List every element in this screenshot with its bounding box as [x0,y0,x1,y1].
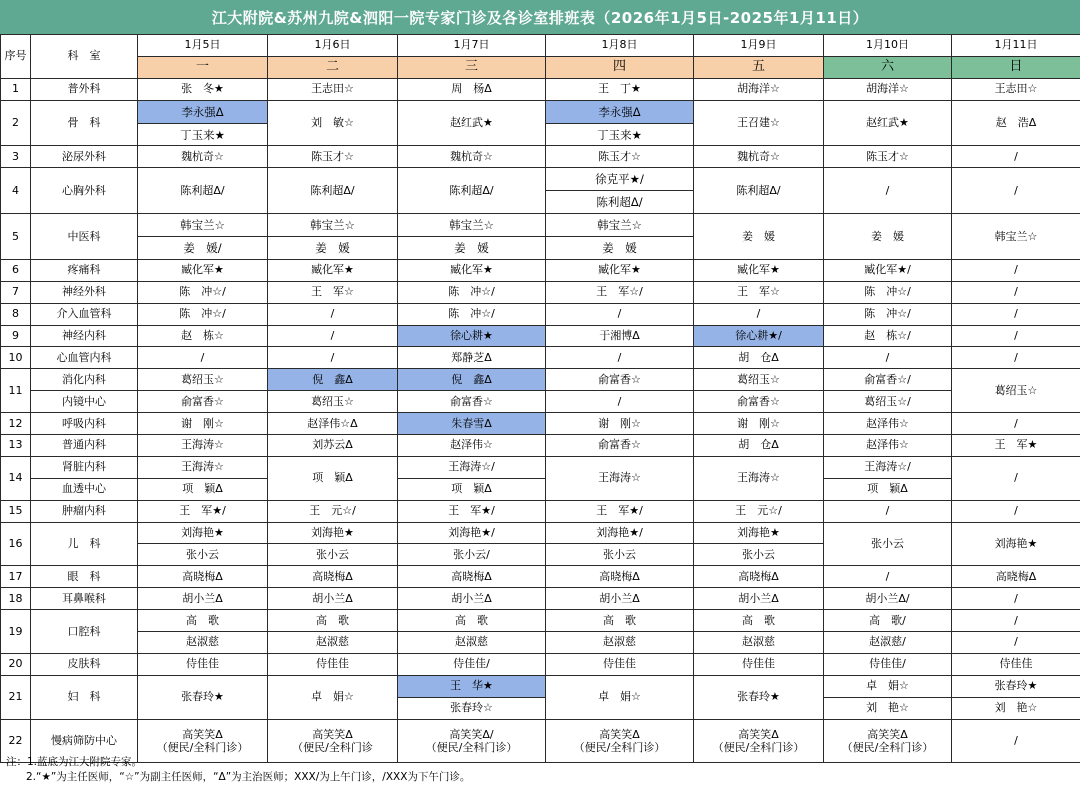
dept-name: 神经内科 [31,325,138,347]
schedule-cell: 高晓梅Δ [546,566,694,588]
schedule-cell: 张春玲★ [138,675,268,719]
schedule-cell: / [952,610,1080,632]
schedule-cell: 臧化军★ [398,259,546,281]
schedule-cell: 赵淑慈 [694,632,824,654]
dept-name: 呼吸内科 [31,413,138,435]
schedule-cell: 高笑笑Δ （便民/全科门诊 [268,719,398,762]
schedule-cell: 倪 鑫Δ [268,369,398,391]
schedule-cell: 臧化军★/ [824,259,952,281]
schedule-cell: 赵淑慈 [398,632,546,654]
schedule-cell: 赵泽伟☆ [398,435,546,457]
schedule-cell: / [952,146,1080,168]
schedule-cell: 刘海艳★ [694,522,824,544]
schedule-cell: 姜 媛 [694,214,824,260]
schedule-cell: 姜 媛 [268,237,398,260]
schedule-cell: 郑静芝Δ [398,347,546,369]
dept-name: 慢病筛防中心 [31,719,138,762]
schedule-cell: 于湘博Δ [546,325,694,347]
schedule-cell: 陈 冲☆/ [398,281,546,303]
schedule-cell: 姜 媛 [398,237,546,260]
row-number: 17 [1,566,31,588]
schedule-cell: 赵泽伟☆ [824,435,952,457]
schedule-cell: 王志田☆ [268,78,398,100]
dept-name: 疼痛科 [31,259,138,281]
schedule-cell: 陈 冲☆/ [138,303,268,325]
schedule-cell: 葛绍玉☆ [694,369,824,391]
schedule-cell: / [952,413,1080,435]
schedule-cell: 王 丁★ [546,78,694,100]
schedule-cell: 高晓梅Δ [268,566,398,588]
row-number: 3 [1,146,31,168]
schedule-cell: / [952,588,1080,610]
dept-name: 泌尿外科 [31,146,138,168]
weekday-header: 五 [694,56,824,78]
schedule-cell: 韩宝兰☆ [546,214,694,237]
dept-name: 内镜中心 [31,391,138,413]
weekday-header: 日 [952,56,1080,78]
dept-name: 皮肤科 [31,653,138,675]
schedule-cell: 高 歌/ [824,610,952,632]
schedule-cell: 张小云 [694,544,824,566]
schedule-cell: 丁玉来★ [546,123,694,146]
schedule-cell: 臧化军★ [694,259,824,281]
schedule-cell: 侍佳佳/ [824,653,952,675]
date-header: 1月11日 [952,35,1080,57]
row-number: 16 [1,522,31,566]
row-number: 12 [1,413,31,435]
row-number: 11 [1,369,31,413]
schedule-cell: 王 华★ [398,675,546,697]
schedule-cell: 俞富香☆/ [824,369,952,391]
schedule-cell: 俞富香☆ [398,391,546,413]
schedule-cell: / [952,281,1080,303]
schedule-cell: 高 歌 [398,610,546,632]
dept-name: 儿 科 [31,522,138,566]
row-number: 1 [1,78,31,100]
date-header: 1月8日 [546,35,694,57]
weekday-header: 四 [546,56,694,78]
dept-name: 消化内科 [31,369,138,391]
date-header: 1月6日 [268,35,398,57]
date-header: 1月10日 [824,35,952,57]
schedule-cell: 刘 艳☆ [824,697,952,719]
schedule-cell: 刘苏云Δ [268,435,398,457]
schedule-cell: 高晓梅Δ [138,566,268,588]
dept-name: 神经外科 [31,281,138,303]
schedule-cell: 胡海洋☆ [824,78,952,100]
date-header: 1月9日 [694,35,824,57]
row-number: 18 [1,588,31,610]
dept-name: 耳鼻喉科 [31,588,138,610]
schedule-cell: 王海涛☆ [138,435,268,457]
schedule-cell: 姜 媛 [546,237,694,260]
schedule-cell: 刘海艳★ [138,522,268,544]
schedule-cell: 卓 娟☆ [546,675,694,719]
schedule-cell: 徐克平★/ [546,168,694,191]
schedule-cell: 王 军☆ [694,281,824,303]
schedule-cell: 俞富香☆ [694,391,824,413]
schedule-cell: 俞富香☆ [546,435,694,457]
schedule-cell: 项 颖Δ [398,478,546,500]
schedule-cell: 谢 刚☆ [694,413,824,435]
dept-name: 心血管内科 [31,347,138,369]
schedule-cell: / [824,347,952,369]
schedule-cell: 韩宝兰☆ [138,214,268,237]
schedule-cell: 赵泽伟☆Δ [268,413,398,435]
schedule-cell: 刘海艳★/ [546,522,694,544]
dept-name: 肾脏内科 [31,456,138,478]
row-number: 2 [1,100,31,146]
schedule-cell: 张小云 [546,544,694,566]
schedule-cell: 张春玲★ [694,675,824,719]
schedule-cell: 刘 艳☆ [952,697,1080,719]
row-number: 13 [1,435,31,457]
schedule-cell: 王海涛☆ [694,456,824,500]
schedule-cell: / [952,168,1080,214]
schedule-cell: 胡小兰Δ [694,588,824,610]
schedule-cell: 王海涛☆/ [824,456,952,478]
schedule-cell: 韩宝兰☆ [398,214,546,237]
schedule-cell: 张春玲☆ [398,697,546,719]
row-number: 10 [1,347,31,369]
row-number: 20 [1,653,31,675]
schedule-cell: / [824,566,952,588]
schedule-cell: / [952,347,1080,369]
schedule-cell: 王海涛☆/ [398,456,546,478]
weekday-header: 三 [398,56,546,78]
schedule-cell: 侍佳佳 [546,653,694,675]
schedule-cell: / [138,347,268,369]
schedule-cell: 姜 媛/ [138,237,268,260]
schedule-cell: 王海涛☆ [546,456,694,500]
schedule-cell: 高 歌 [546,610,694,632]
schedule-cell: 周 杨Δ [398,78,546,100]
schedule-cell: 王 军★/ [138,500,268,522]
schedule-cell: 王 军☆/ [546,281,694,303]
schedule-cell: 胡小兰Δ [546,588,694,610]
schedule-cell: 丁玉来★ [138,123,268,146]
schedule-cell: 胡海洋☆ [694,78,824,100]
schedule-cell: 高笑笑Δ （便民/全科门诊） [546,719,694,762]
schedule-cell: 高笑笑Δ/ （便民/全科门诊） [398,719,546,762]
schedule-cell: / [824,500,952,522]
schedule-cell: 王海涛☆ [138,456,268,478]
schedule-cell: 张小云 [268,544,398,566]
schedule-cell: 刘海艳★/ [398,522,546,544]
row-number: 7 [1,281,31,303]
schedule-cell: 魏杭奇☆ [138,146,268,168]
schedule-cell: 李永强Δ [546,100,694,123]
row-number: 21 [1,675,31,719]
header-dept: 科 室 [31,35,138,79]
schedule-cell: 高晓梅Δ [952,566,1080,588]
note-line: 2.“★”为主任医师，“☆”为副主任医师，“Δ”为主治医师；XXX/为上午门诊，/XXX为下午门诊。 [26,771,471,783]
schedule-cell: 卓 娟☆ [824,675,952,697]
schedule-cell: / [952,500,1080,522]
schedule-cell: 陈 冲☆/ [824,303,952,325]
schedule-cell: 高笑笑Δ （便民/全科门诊） [138,719,268,762]
schedule-cell: 项 颖Δ [138,478,268,500]
schedule-cell: 胡小兰Δ [268,588,398,610]
schedule-cell: 王 元☆/ [694,500,824,522]
schedule-cell: 谢 刚☆ [138,413,268,435]
schedule-cell: 高 歌 [694,610,824,632]
schedule-cell: 赵 栋☆ [138,325,268,347]
row-number: 14 [1,456,31,500]
schedule-cell: 陈玉才☆ [824,146,952,168]
dept-name: 眼 科 [31,566,138,588]
dept-name: 肿瘤内科 [31,500,138,522]
weekday-header: 一 [138,56,268,78]
dept-name: 中医科 [31,214,138,260]
dept-name: 血透中心 [31,478,138,500]
schedule-cell: 卓 娟☆ [268,675,398,719]
schedule-cell: 韩宝兰☆ [268,214,398,237]
schedule-cell: 陈利超Δ/ [694,168,824,214]
schedule-cell: / [824,168,952,214]
schedule-cell: 葛绍玉☆ [138,369,268,391]
date-header: 1月5日 [138,35,268,57]
schedule-cell: 陈 冲☆/ [824,281,952,303]
schedule-cell: 张小云 [824,522,952,566]
schedule-cell: 高笑笑Δ （便民/全科门诊） [824,719,952,762]
schedule-cell: 陈玉才☆ [546,146,694,168]
weekday-header: 六 [824,56,952,78]
row-number: 9 [1,325,31,347]
schedule-cell: 赵 浩Δ [952,100,1080,146]
schedule-cell: 胡小兰Δ [138,588,268,610]
weekday-header: 二 [268,56,398,78]
row-number: 19 [1,610,31,654]
row-number: 6 [1,259,31,281]
schedule-cell: 谢 刚☆ [546,413,694,435]
schedule-cell: 葛绍玉☆ [952,369,1080,413]
schedule-cell: / [268,347,398,369]
schedule-cell: 王 元☆/ [268,500,398,522]
dept-name: 妇 科 [31,675,138,719]
schedule-cell: 刘 敏☆ [268,100,398,146]
schedule-cell: 胡 仓Δ [694,347,824,369]
schedule-cell: 胡小兰Δ [398,588,546,610]
schedule-cell: 赵红武★ [824,100,952,146]
schedule-cell: 陈利超Δ/ [138,168,268,214]
schedule-cell: 葛绍玉☆/ [824,391,952,413]
dept-name: 介入血管科 [31,303,138,325]
schedule-cell: 张小云/ [398,544,546,566]
schedule-cell: / [952,632,1080,654]
schedule-cell: / [268,303,398,325]
schedule-cell: 徐心耕★/ [694,325,824,347]
schedule-cell: 张小云 [138,544,268,566]
schedule-cell: 项 颖Δ [824,478,952,500]
schedule-cell: 陈玉才☆ [268,146,398,168]
schedule-cell: / [268,325,398,347]
row-number: 8 [1,303,31,325]
row-number: 22 [1,719,31,762]
schedule-cell: 高晓梅Δ [694,566,824,588]
schedule-cell: 侍佳佳/ [398,653,546,675]
row-number: 4 [1,168,31,214]
schedule-cell: 高笑笑Δ （便民/全科门诊） [694,719,824,762]
schedule-cell: 陈 冲☆/ [398,303,546,325]
schedule-cell: / [546,391,694,413]
schedule-cell: 赵红武★ [398,100,546,146]
dept-name: 心胸外科 [31,168,138,214]
date-header: 1月7日 [398,35,546,57]
schedule-cell: 侍佳佳 [694,653,824,675]
footnotes [6,755,1076,785]
schedule-cell: 高 歌 [268,610,398,632]
schedule-cell: 刘海艳★ [952,522,1080,566]
schedule-cell: 陈利超Δ/ [268,168,398,214]
schedule-cell: 胡小兰Δ/ [824,588,952,610]
schedule-cell: 赵淑慈/ [824,632,952,654]
schedule-cell: 高晓梅Δ [398,566,546,588]
schedule-cell: 张 冬★ [138,78,268,100]
schedule-cell: / [952,719,1080,762]
dept-name: 普外科 [31,78,138,100]
schedule-cell: 魏杭奇☆ [694,146,824,168]
schedule-cell: 徐心耕★ [398,325,546,347]
schedule-cell: 臧化军★ [138,259,268,281]
schedule-cell: 赵淑慈 [268,632,398,654]
schedule-cell: / [952,325,1080,347]
schedule-cell: 项 颖Δ [268,456,398,500]
schedule-cell: 侍佳佳 [138,653,268,675]
schedule-cell: 高 歌 [138,610,268,632]
schedule-table [0,34,1080,763]
row-number: 15 [1,500,31,522]
schedule-cell: 俞富香☆ [138,391,268,413]
schedule-cell: 赵泽伟☆ [824,413,952,435]
schedule-cell: 陈利超Δ/ [398,168,546,214]
schedule-cell: 王 军★/ [398,500,546,522]
schedule-cell: / [952,259,1080,281]
schedule-cell: 李永强Δ [138,100,268,123]
dept-name: 骨 科 [31,100,138,146]
schedule-cell: 葛绍玉☆ [268,391,398,413]
schedule-cell: / [546,303,694,325]
schedule-cell: 王 军★ [952,435,1080,457]
schedule-cell: 王召建☆ [694,100,824,146]
schedule-cell: 侍佳佳 [952,653,1080,675]
schedule-cell: / [694,303,824,325]
schedule-cell: / [952,303,1080,325]
schedule-cell: 魏杭奇☆ [398,146,546,168]
schedule-cell: 张春玲★ [952,675,1080,697]
schedule-cell: 臧化军★ [268,259,398,281]
schedule-cell: 王 军☆ [268,281,398,303]
schedule-cell: 姜 媛 [824,214,952,260]
schedule-cell: 侍佳佳 [268,653,398,675]
row-number: 5 [1,214,31,260]
dept-name: 口腔科 [31,610,138,654]
schedule-cell: 王 军★/ [546,500,694,522]
note-line: 注：1.蓝底为江大附院专家。 [6,756,143,768]
dept-name: 普通内科 [31,435,138,457]
schedule-cell: 王志田☆ [952,78,1080,100]
schedule-cell: 韩宝兰☆ [952,214,1080,260]
schedule-cell: / [546,347,694,369]
schedule-cell: 朱春雪Δ [398,413,546,435]
schedule-cell: 倪 鑫Δ [398,369,546,391]
schedule-cell: 臧化军★ [546,259,694,281]
schedule-cell: 赵淑慈 [546,632,694,654]
schedule-cell: 俞富香☆ [546,369,694,391]
schedule-cell: 刘海艳★ [268,522,398,544]
schedule-cell: 赵淑慈 [138,632,268,654]
schedule-cell: 胡 仓Δ [694,435,824,457]
schedule-cell: / [952,456,1080,500]
header-no: 序号 [1,35,31,79]
page-title: 江大附院&苏州九院&泗阳一院专家门诊及各诊室排班表（2026年1月5日-2025年1月11日） [0,0,1080,34]
schedule-cell: 赵 栋☆/ [824,325,952,347]
schedule-cell: 陈 冲☆/ [138,281,268,303]
schedule-cell: 陈利超Δ/ [546,191,694,214]
